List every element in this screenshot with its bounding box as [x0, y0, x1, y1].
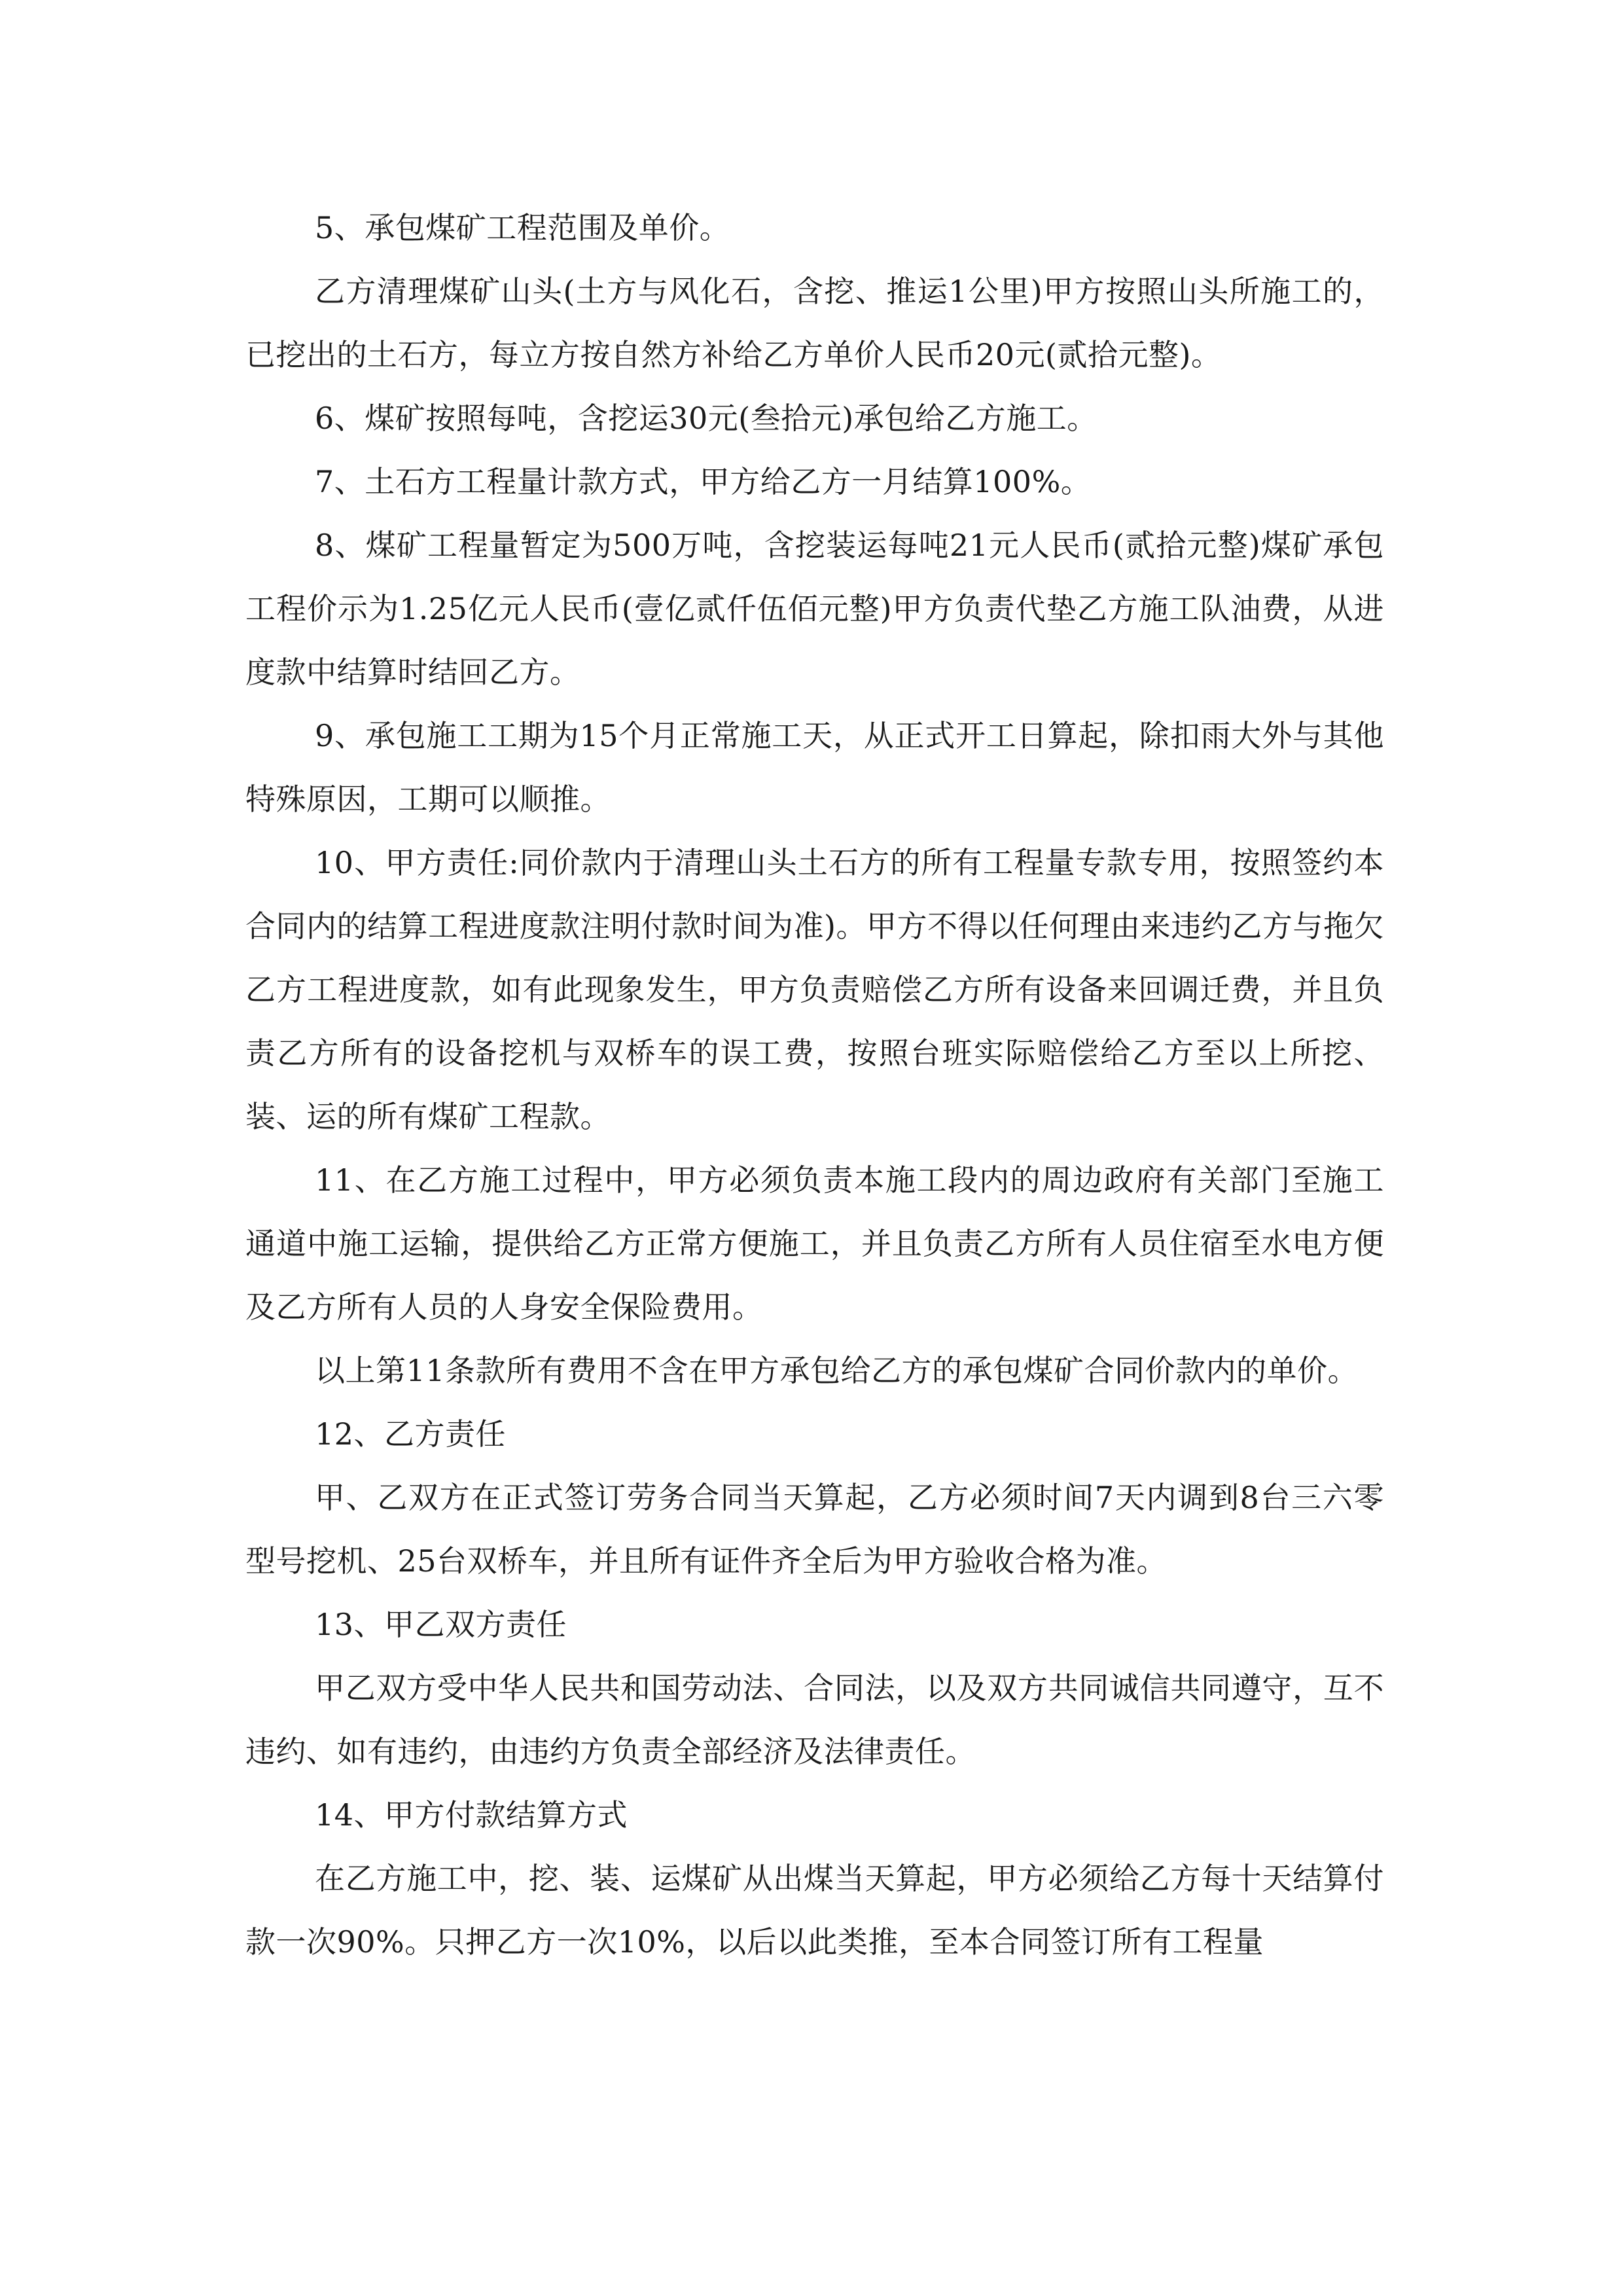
clause-14-heading: 14、甲方付款结算方式 [315, 1797, 628, 1833]
clause-5-text: 乙方清理煤矿山头(土方与风化石，含挖、推运1公里)甲方按照山头所施工的，已挖出的土石方，每立方按自然方补给乙方单价人民币20元(贰拾元整)。 [245, 274, 1384, 372]
document-body [245, 196, 1384, 1974]
clause-5-heading: 5、承包煤矿工程范围及单价。 [315, 210, 730, 245]
clause-12-text: 甲、乙双方在正式签订劳务合同当天算起，乙方必须时间7天内调到8台三六零型号挖机、25台双桥车，并且所有证件齐全后为甲方验收合格为准。 [245, 1480, 1384, 1579]
clause-11: 11、在乙方施工过程中，甲方必须负责本施工段内的周边政府有关部门至施工通道中施工运输，提供给乙方正常方便施工，并且负责乙方所有人员住宿至水电方便及乙方所有人员的人身安全保险费用。 [245, 1162, 1384, 1325]
clause-9: 9、承包施工工期为15个月正常施工天，从正式开工日算起，除扣雨大外与其他特殊原因，工期可以顺推。 [245, 718, 1384, 817]
clause-12-heading: 12、乙方责任 [315, 1416, 507, 1452]
clause-10: 10、甲方责任:同价款内于清理山头土石方的所有工程量专款专用，按照签约本合同内的结算工程进度款注明付款时间为准)。甲方不得以任何理由来违约乙方与拖欠乙方工程进度款，如有此现象发生，甲方负责赔偿乙方所有设备来回调迁费，并且负责乙方所有的设备挖机与双桥车的误工费，按照台班实际赔偿给乙方至以上所挖、装、运的所有煤矿工程款。 [245, 845, 1384, 1134]
clause-6: 6、煤矿按照每吨，含挖运30元(叁拾元)承包给乙方施工。 [315, 401, 1097, 436]
clause-14-text: 在乙方施工中，挖、装、运煤矿从出煤当天算起，甲方必须给乙方每十天结算付款一次90%。只押乙方一次10%，以后以此类推，至本合同签订所有工程量 [245, 1861, 1384, 1960]
clause-13-text: 甲乙双方受中华人民共和国劳动法、合同法，以及双方共同诚信共同遵守，互不违约、如有违约，由违约方负责全部经济及法律责任。 [245, 1670, 1384, 1769]
clause-11-note: 以上第11条款所有费用不含在甲方承包给乙方的承包煤矿合同价款内的单价。 [315, 1353, 1359, 1388]
clause-13-heading: 13、甲乙双方责任 [315, 1607, 567, 1642]
clause-7: 7、土石方工程量计款方式，甲方给乙方一月结算100%。 [315, 464, 1092, 499]
clause-8: 8、煤矿工程量暂定为500万吨，含挖装运每吨21元人民币(贰拾元整)煤矿承包工程价示为1.25亿元人民币(壹亿贰仟伍佰元整)甲方负责代垫乙方施工队油费，从进度款中结算时结回乙方。 [245, 528, 1384, 690]
